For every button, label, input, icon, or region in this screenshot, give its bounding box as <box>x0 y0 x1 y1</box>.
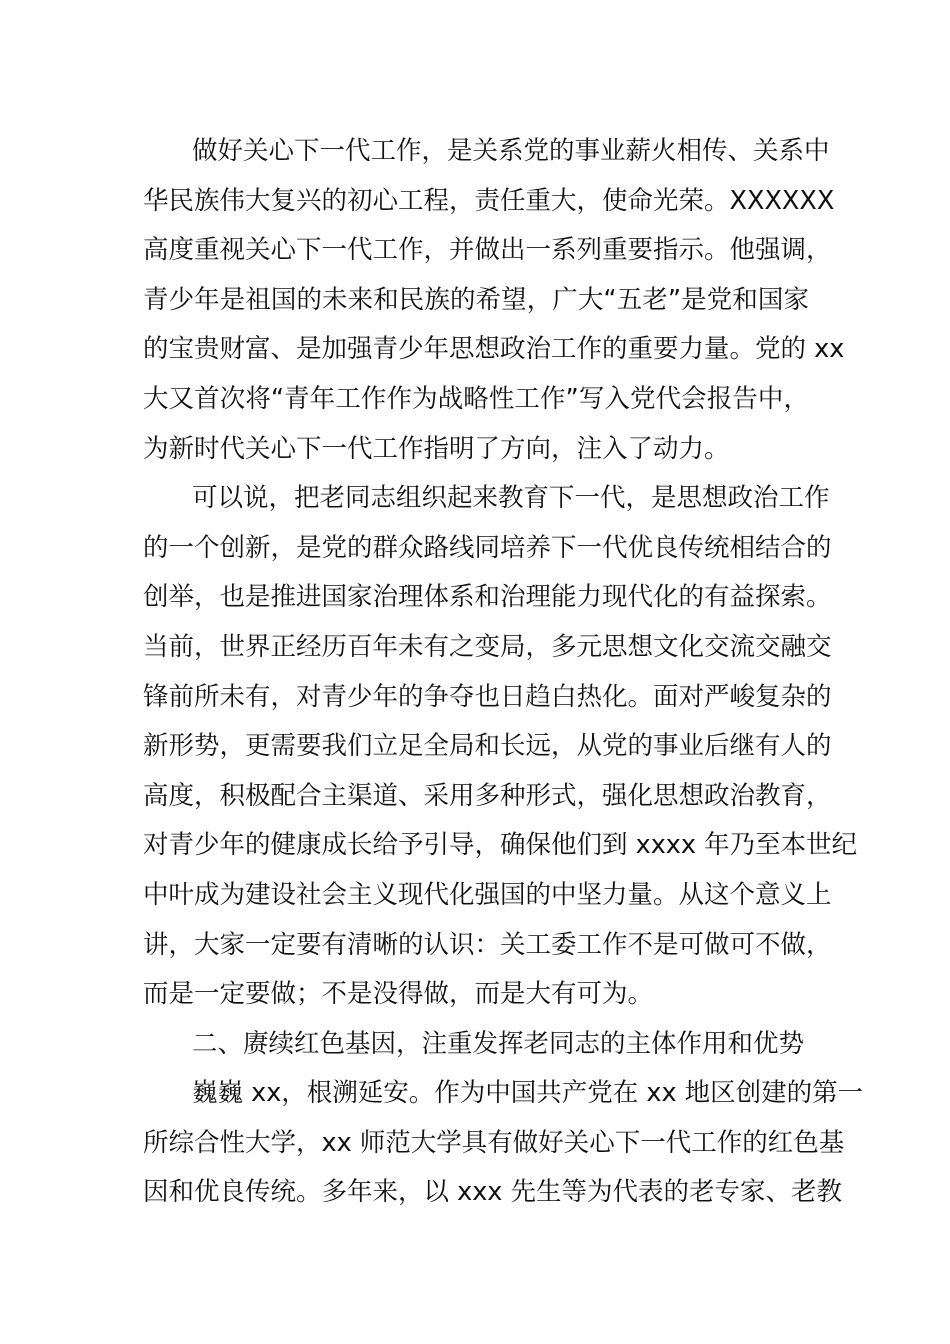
paragraph-3-line-2: 所综合性大学，xx 师范大学具有做好关心下一代工作的红色基 <box>143 1127 845 1158</box>
paragraph-1-line-2: 华民族伟大复兴的初心工程，责任重大，使命光荣。XXXXXX <box>143 185 835 216</box>
paragraph-1-line-7: 为新时代关心下一代工作指明了方向，注入了动力。 <box>143 433 730 464</box>
paragraph-2-line-5: 锋前所未有，对青少年的争夺也日趋白热化。面对严峻复杂的 <box>143 681 832 712</box>
paragraph-1-line-4: 青少年是祖国的未来和民族的希望，广大“五老”是党和国家 <box>143 284 809 315</box>
section-heading: 二、赓续红色基因，注重发挥老同志的主体作用和优势 <box>192 1028 805 1059</box>
paragraph-1-line-6: 大又首次将“青年工作作为战略性工作”写入党代会报告中， <box>143 383 809 414</box>
paragraph-2-line-10: 讲，大家一定要有清晰的认识：关工委工作不是可做可不做， <box>143 929 832 960</box>
paragraph-2-line-7: 高度，积极配合主渠道、采用多种形式，强化思想政治教育， <box>143 780 832 811</box>
paragraph-1-line-1: 做好关心下一代工作，是关系党的事业薪火相传、关系中 <box>192 136 830 166</box>
paragraph-2-line-9: 中叶成为建设社会主义现代化强国的中坚力量。从这个意义上 <box>143 879 832 910</box>
paragraph-2-line-3: 创举，也是推进国家治理体系和治理能力现代化的有益探索。 <box>143 582 832 613</box>
paragraph-1-line-5: 的宝贵财富、是加强青少年思想政治工作的重要力量。党的 xx <box>143 334 845 365</box>
paragraph-2-line-11: 而是一定要做；不是没得做，而是大有可为。 <box>143 979 654 1010</box>
paragraph-2-line-8: 对青少年的健康成长给予引导，确保他们到 xxxx 年乃至本世纪 <box>143 830 858 861</box>
paragraph-3-line-3: 因和优良传统。多年来，以 xxx 先生等为代表的老专家、老教 <box>143 1177 842 1208</box>
paragraph-2-line-4: 当前，世界正经历百年未有之变局，多元思想文化交流交融交 <box>143 631 832 662</box>
paragraph-1-line-3: 高度重视关心下一代工作，并做出一系列重要指示。他强调， <box>143 235 832 266</box>
paragraph-2-line-2: 的一个创新，是党的群众路线同培养下一代优良传统相结合的 <box>143 532 832 563</box>
paragraph-3-line-1: 巍巍 xx，根溯延安。作为中国共产党在 xx 地区创建的第一 <box>192 1078 864 1109</box>
paragraph-2-line-1: 可以说，把老同志组织起来教育下一代，是思想政治工作 <box>192 483 830 514</box>
document-body <box>143 127 864 1218</box>
paragraph-2-line-6: 新形势，更需要我们立足全局和长远，从党的事业后继有人的 <box>143 731 832 762</box>
